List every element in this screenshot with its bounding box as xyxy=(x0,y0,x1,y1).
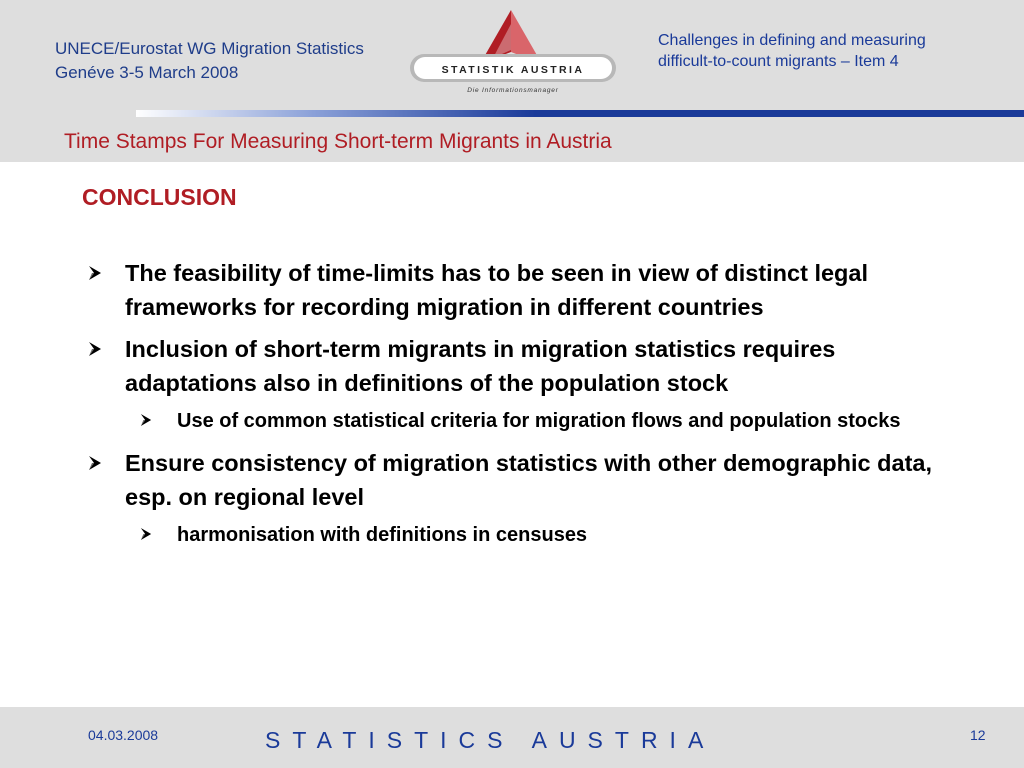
bullet-list xyxy=(88,256,968,560)
header-rule xyxy=(136,110,1024,117)
conference-date: Genéve 3-5 March 2008 xyxy=(55,63,239,82)
slide-subtitle: Time Stamps For Measuring Short-term Migrants in Austria xyxy=(64,130,612,153)
bullet-text: The feasibility of time-limits has to be seen in view of distinct legal frameworks for recording migration in different countries xyxy=(125,260,869,320)
bullet-item xyxy=(88,256,968,324)
conference-title: UNECE/Eurostat WG Migration Statistics xyxy=(55,39,364,58)
conference-info xyxy=(55,37,364,85)
statistik-austria-logo xyxy=(408,6,618,98)
section-heading: CONCLUSION xyxy=(82,184,237,210)
arrow-bullet-icon xyxy=(88,265,102,281)
arrow-bullet-icon xyxy=(88,341,102,357)
footer-date: 04.03.2008 xyxy=(88,727,159,743)
arrow-bullet-icon xyxy=(140,527,152,541)
arrow-bullet-icon xyxy=(140,413,152,427)
logo-wordmark: STATISTIK AUSTRIA xyxy=(441,64,585,76)
footer-brand: STATISTICS AUSTRIA xyxy=(265,727,716,753)
sub-bullet-item xyxy=(88,520,968,550)
topic-line-2: difficult-to-count migrants – Item 4 xyxy=(658,53,899,70)
page-number: 12 xyxy=(970,727,986,743)
topic-info xyxy=(658,30,926,72)
sub-bullet-item xyxy=(88,406,968,436)
bullet-text: Ensure consistency of migration statistics with other demographic data, esp. on regional level xyxy=(125,450,932,510)
arrow-bullet-icon xyxy=(88,455,102,471)
bullet-item xyxy=(88,446,968,514)
bullet-text: harmonisation with definitions in censuses xyxy=(177,524,588,546)
bullet-text: Inclusion of short-term migrants in migration statistics requires adaptations also in definitions of the population stock xyxy=(125,336,836,396)
bullet-item xyxy=(88,332,968,400)
logo-tagline: Die Informationsmanager xyxy=(467,87,559,94)
topic-line-1: Challenges in defining and measuring xyxy=(658,32,926,49)
bullet-text: Use of common statistical criteria for migration flows and population stocks xyxy=(177,410,901,432)
